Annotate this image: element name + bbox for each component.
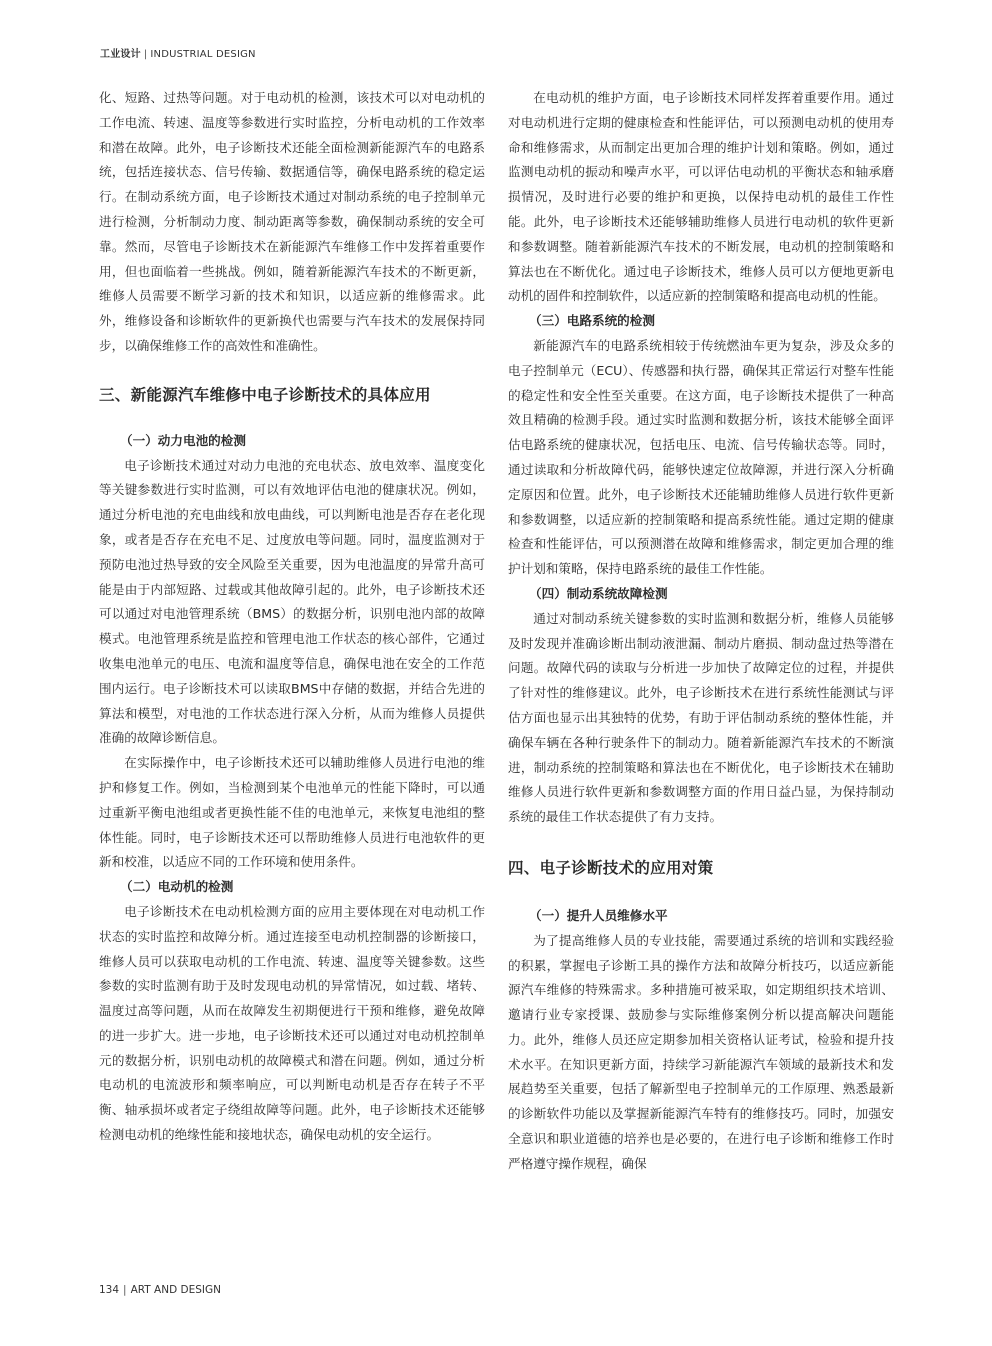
header-separator: | xyxy=(143,49,148,60)
paragraph: 在电动机的维护方面，电子诊断技术同样发挥着重要作用。通过对电动机进行定期的健康检查和性能评估，可以预测电动机的使用寿命和维修需求，从而制定出更加合理的维护计划和策略。例如，通过监测电动机的振动和噪声水平，可以评估电动机的平衡状态和轴承磨损情况，及时进行必要的维护和更换，以保持电动机的最佳工作性能。此外，电子诊断技术还能够辅助维修人员进行电动机的软件更新和参数调整。随着新能源汽车技术的不断发展，电动机的控制策略和算法也在不断优化。通过电子诊断技术，维修人员可以方便地更新电动机的固件和控制软件，以适应新的控制策略和提高电动机的性能。 xyxy=(508,90,894,304)
paragraph: 在实际操作中，电子诊断技术还可以辅助维修人员进行电池的维护和修复工作。例如，当检测到某个电池单元的性能下降时，可以通过重新平衡电池组或者更换性能不佳的电池单元，来恢复电池组的整体性能。同时，电子诊断技术还可以帮助维修人员进行电池软件的更新和校准，以适应不同的工作环境和使用条件。 xyxy=(99,755,485,870)
left-column xyxy=(99,86,485,1266)
subsection-heading: （一）提升人员维修水平 xyxy=(529,907,668,923)
journal-title-en: INDUSTRIAL DESIGN xyxy=(150,49,256,60)
paragraph: 化、短路、过热等问题。对于电动机的检测，该技术可以对电动机的工作电流、转速、温度等参数进行实时监控，分析电动机的工作效率和潜在故障。此外，电子诊断技术还能全面检测新能源汽车的电路系统，包括连接状态、信号传输、数据通信等，确保电路系统的稳定运行。在制动系统方面，电子诊断技术通过对制动系统的电子控制单元进行检测，分析制动力度、制动距离等参数，确保制动系统的安全可靠。然而，尽管电子诊断技术在新能源汽车维修工作中发挥着重要作用，但也面临着一些挑战。例如，随着新能源汽车技术的不断更新，维修人员需要不断学习新的技术和知识，以适应新的维修需求。此外，维修设备和诊断软件的更新换代也需要与汽车技术的发展保持同步，以确保维修工作的高效性和准确性。 xyxy=(99,90,485,353)
page-number: 134 xyxy=(99,1284,120,1296)
subsection-heading: （四）制动系统故障检测 xyxy=(529,585,668,601)
paragraph: 通过对制动系统关键参数的实时监测和数据分析，维修人员能够及时发现并准确诊断出制动液泄漏、制动片磨损、制动盘过热等潜在问题。故障代码的读取与分析进一步加快了故障定位的过程，并提供了针对性的维修建议。此外，电子诊断技术在进行系统性能测试与评估方面也显示出其独特的优势，有助于评估制动系统的整体性能，并确保车辆在各种行驶条件下的制动力。随着新能源汽车技术的不断演进，制动系统的控制策略和算法也在不断优化，电子诊断技术在辅助维修人员进行软件更新和参数调整方面的作用日益凸显，为保持制动系统的最佳工作状态提供了有力支持。 xyxy=(508,610,894,825)
journal-title-cn: 工业设计 xyxy=(100,49,141,60)
paragraph: 新能源汽车的电路系统相较于传统燃油车更为复杂，涉及众多的电子控制单元（ECU）、传感器和执行器，确保其正常运行对整车性能的稳定性和安全性至关重要。在这方面，电子诊断技术提供了一种高效且精确的检测手段。通过实时监测和数据分析，该技术能够全面评估电路系统的健康状况，包括电压、电流、信号传输状态等。同时，通过读取和分析故障代码，能够快速定位故障源，并进行深入分析确定原因和位置。此外，电子诊断技术还能辅助维修人员进行软件更新和参数调整，以适应新的控制策略和提高系统性能。通过定期的健康检查和性能评估，可以预测潜在故障和维修需求，制定更加合理的维护计划和策略，保持电路系统的最佳工作性能。 xyxy=(508,337,894,577)
footer-separator: | xyxy=(123,1284,127,1296)
subsection-heading: （一）动力电池的检测 xyxy=(120,432,246,448)
subsection-heading: （二）电动机的检测 xyxy=(120,879,234,895)
footer-journal-title: ART AND DESIGN xyxy=(130,1284,221,1296)
section-heading: 四、电子诊断技术的应用对策 xyxy=(508,858,714,877)
right-column xyxy=(508,86,894,1266)
running-header xyxy=(100,45,256,60)
paragraph: 电子诊断技术通过对动力电池的充电状态、放电效率、温度变化等关键参数进行实时监测，可以有效地评估电池的健康状况。例如，通过分析电池的充电曲线和放电曲线，可以判断电池是否存在老化现象，或者是否存在充电不足、过度放电等问题。同时，温度监测对于预防电池过热导致的安全风险至关重要，因为电池温度的异常升高可能是由于内部短路、过载或其他故障引起的。此外，电子诊断技术还可以通过对电池管理系统（BMS）的数据分析，识别电池内部的故障模式。电池管理系统是监控和管理电池工作状态的核心部件，它通过收集电池单元的电压、电流和温度等信息，确保电池在安全的工作范围内运行。电子诊断技术可以读取BMS中存储的数据，并结合先进的算法和模型，对电池的工作状态进行深入分析，从而为维修人员提供准确的故障诊断信息。 xyxy=(99,457,485,746)
paragraph: 电子诊断技术在电动机检测方面的应用主要体现在对电动机工作状态的实时监控和故障分析。通过连接至电动机控制器的诊断接口，维修人员可以获取电动机的工作电流、转速、温度等关键参数。这些参数的实时监测有助于及时发现电动机的异常情况，如过载、堵转、温度过高等问题，从而在故障发生初期便进行干预和维修，避免故障的进一步扩大。进一步地，电子诊断技术还可以通过对电动机控制单元的数据分析，识别电动机的故障模式和潜在问题。例如，通过分析电动机的电流波形和频率响应，可以判断电动机是否存在转子不平衡、轴承损坏或者定子绕组故障等问题。此外，电子诊断技术还能够检测电动机的绝缘性能和接地状态，确保电动机的安全运行。 xyxy=(99,903,485,1143)
page-footer xyxy=(99,1284,221,1296)
paragraph: 为了提高维修人员的专业技能，需要通过系统的培训和实践经验的积累，掌握电子诊断工具的操作方法和故障分析技巧，以适应新能源汽车维修的特殊需求。多种措施可被采取，如定期组织技术培训、邀请行业专家授课、鼓励参与实际维修案例分析以提高解决问题能力。此外，维修人员还应定期参加相关资格认证考试，检验和提升技术水平。在知识更新方面，持续学习新能源汽车领域的最新技术和发展趋势至关重要，包括了解新型电子控制单元的工作原理、熟悉最新的诊断软件功能以及掌握新能源汽车特有的维修技巧。同时，加强安全意识和职业道德的培养也是必要的，在进行电子诊断和维修工作时严格遵守操作规程，确保 xyxy=(508,932,894,1171)
subsection-heading: （三）电路系统的检测 xyxy=(529,313,655,329)
section-heading: 三、新能源汽车维修中电子诊断技术的具体应用 xyxy=(99,385,431,404)
